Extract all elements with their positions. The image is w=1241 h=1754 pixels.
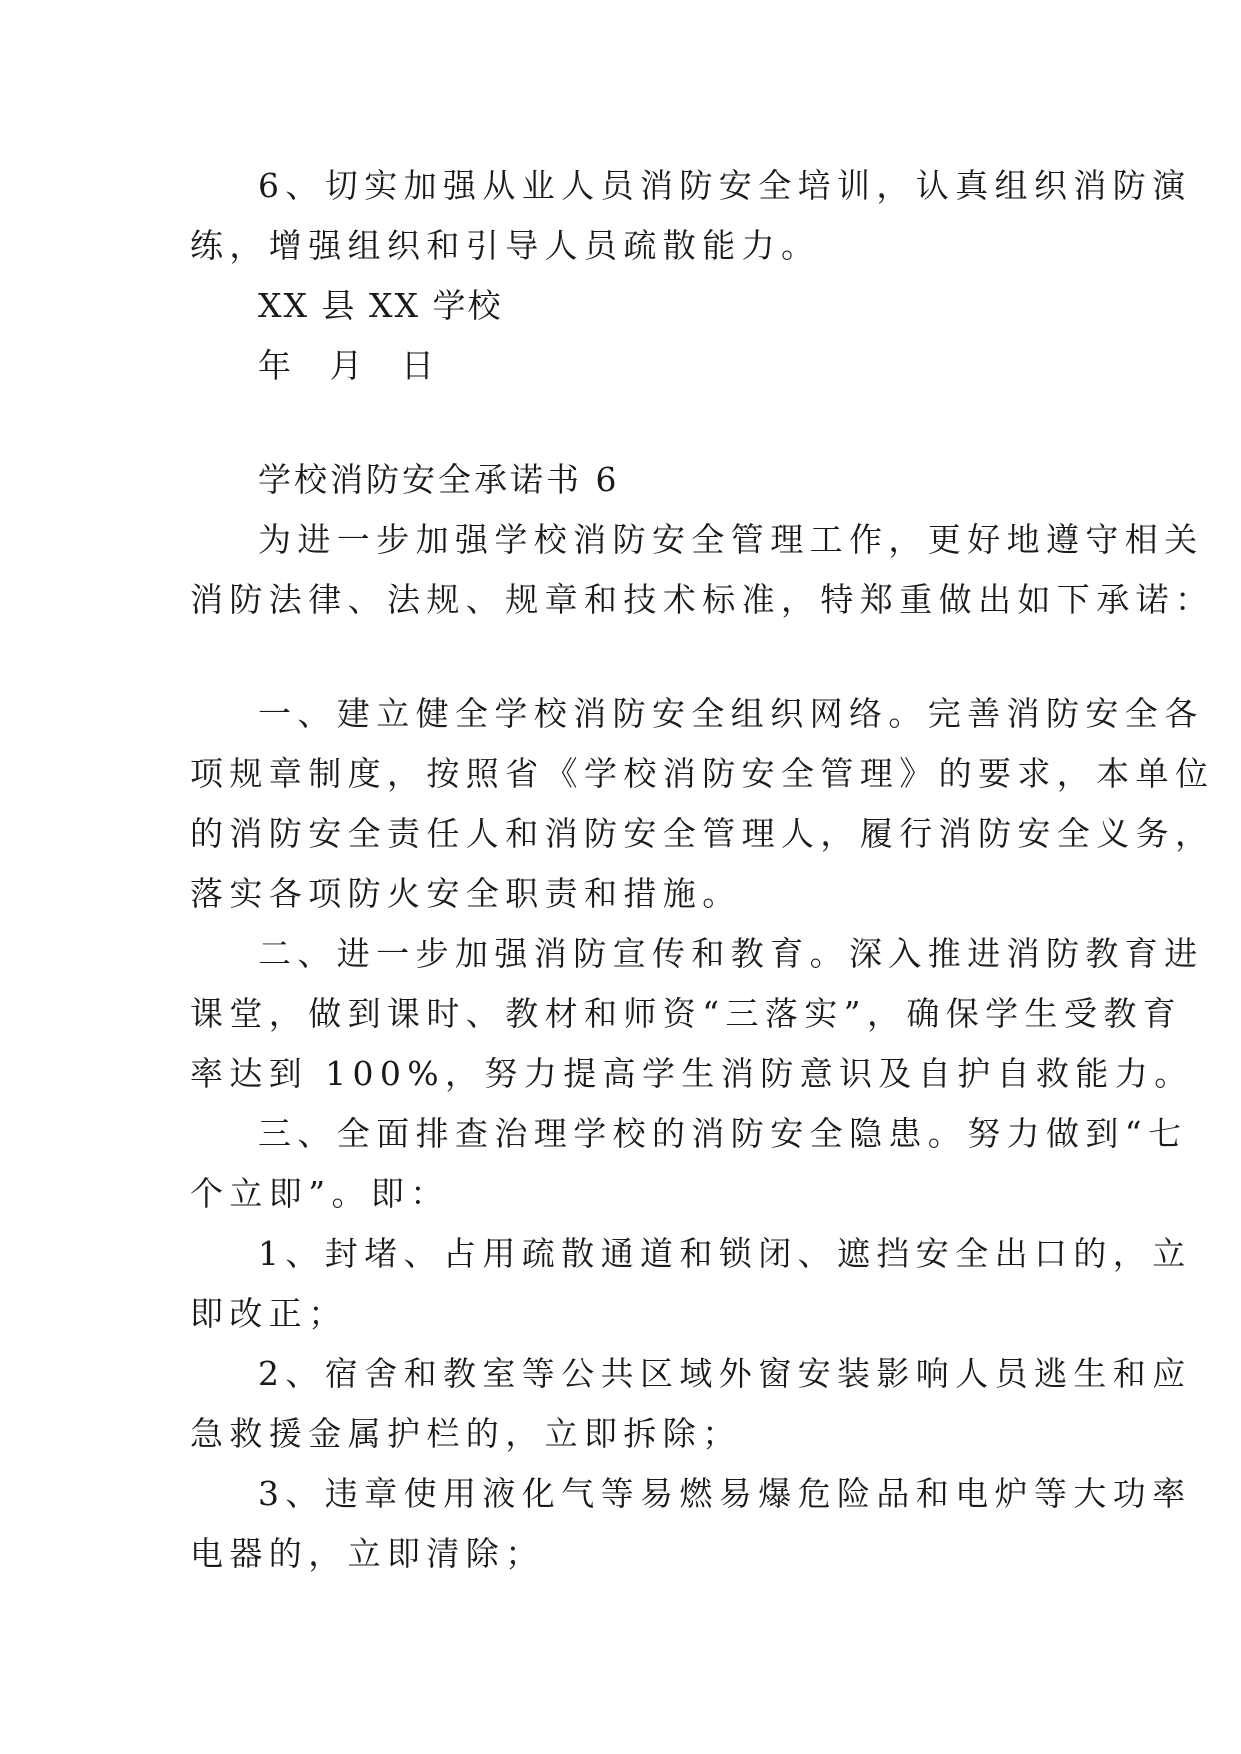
point2-line3: 率达到 100%，努力提高学生消防意识及自护自救能力。 <box>190 1054 1194 1093</box>
point1-line1: 一、建立健全学校消防安全组织网络。完善消防安全各 <box>258 694 1204 733</box>
point2-line2: 课堂，做到课时、教材和师资“三落实”，确保学生受教育 <box>190 994 1183 1033</box>
sub1-line2: 即改正； <box>190 1294 348 1333</box>
sub3-line2: 电器的，立即清除； <box>190 1534 545 1573</box>
intro-line1: 为进一步加强学校消防安全管理工作，更好地遵守相关 <box>258 520 1204 559</box>
sub3-line1: 3、违章使用液化气等易燃易爆危险品和电炉等大功率 <box>258 1474 1192 1513</box>
point3-line2: 个立即”。即： <box>190 1174 450 1213</box>
item6-line2: 练，增强组织和引导人员疏散能力。 <box>190 226 821 265</box>
signature-date: 年 月 日 <box>258 346 448 385</box>
point2-line1: 二、进一步加强消防宣传和教育。深入推进消防教育进 <box>258 934 1204 973</box>
section-title: 学校消防安全承诺书 6 <box>258 460 620 499</box>
sub2-line2: 急救援金属护栏的，立即拆除； <box>190 1414 742 1453</box>
signature-school: XX 县 XX 学校 <box>258 286 503 325</box>
sub2-line1: 2、宿舍和教室等公共区域外窗安装影响人员逃生和应 <box>258 1354 1192 1393</box>
intro-line2: 消防法律、法规、规章和技术标准，特郑重做出如下承诺： <box>190 580 1215 619</box>
point1-line2: 项规章制度，按照省《学校消防安全管理》的要求，本单位 <box>190 754 1215 793</box>
point1-line4: 落实各项防火安全职责和措施。 <box>190 874 742 913</box>
sub1-line1: 1、封堵、占用疏散通道和锁闭、遮挡安全出口的，立 <box>258 1234 1192 1273</box>
item6-line1: 6、切实加强从业人员消防安全培训，认真组织消防演 <box>258 166 1192 205</box>
point1-line3: 的消防安全责任人和消防安全管理人，履行消防安全义务， <box>190 814 1215 853</box>
point3-line1: 三、全面排查治理学校的消防安全隐患。努力做到“七 <box>258 1114 1188 1153</box>
